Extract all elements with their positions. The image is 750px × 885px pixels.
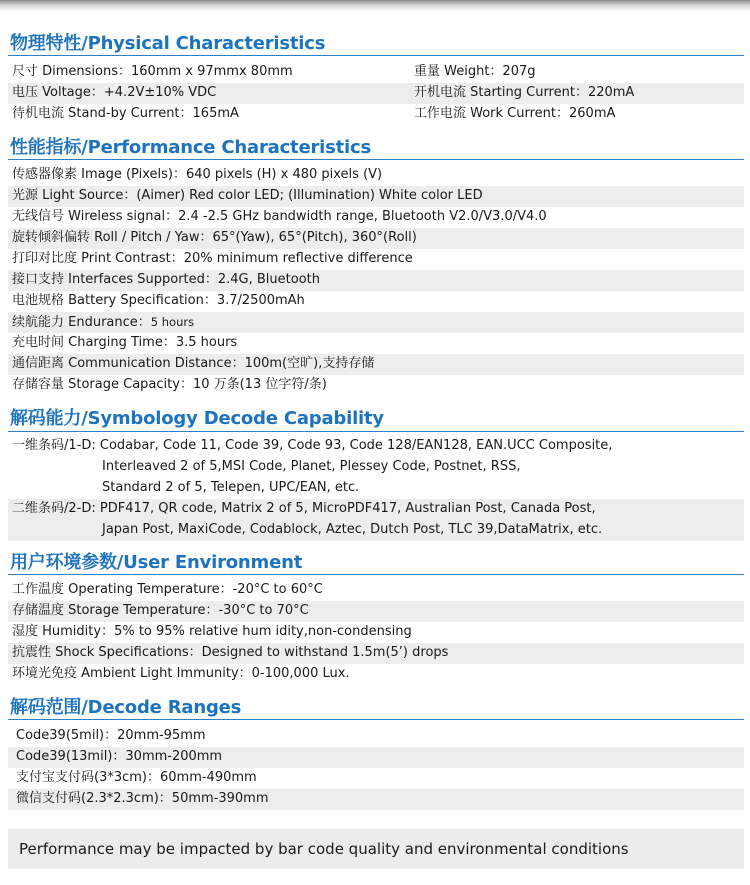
spec-starting-current: 开机电流 Starting Current：220mA bbox=[414, 85, 635, 100]
spec-row bbox=[8, 622, 744, 643]
spec-dimensions: 尺寸 Dimensions：160mm x 97mmx 80mm bbox=[12, 64, 293, 79]
section-title-ranges: 解码范围/Decode Ranges bbox=[10, 697, 242, 718]
spec-row bbox=[8, 375, 744, 396]
spec-row bbox=[8, 354, 744, 375]
section-title-environment: 用户环境参数/User Environment bbox=[10, 552, 303, 573]
spec-row bbox=[8, 664, 744, 685]
spec-endurance-label: 续航能力 Endurance： bbox=[12, 315, 151, 330]
spec-storage-capacity: 存储容量 Storage Capacity：10 万条(13 位字符/条) bbox=[12, 377, 327, 392]
performance-note: Performance may be impacted by bar code quality and environmental conditions bbox=[8, 829, 744, 869]
symbology-1d bbox=[8, 436, 744, 499]
spec-charging-time: 充电时间 Charging Time：3.5 hours bbox=[12, 335, 238, 350]
spec-image-pixels: 传感器像素 Image (Pixels)：640 pixels (H) x 480 pixels (V) bbox=[12, 167, 383, 182]
divider bbox=[8, 55, 744, 56]
symbology-1d-label: 一维条码/1-D: Codabar, Code 11, Code 39, Code 93, Code 128/EAN128, EAN.UCC Composite, bbox=[12, 438, 613, 453]
symbology-1d-line2: Interleaved 2 of 5,MSI Code, Planet, Plessey Code, Postnet, RSS, bbox=[102, 458, 521, 474]
spec-row bbox=[8, 643, 744, 664]
spec-row bbox=[8, 580, 744, 601]
spec-interfaces: 接口支持 Interfaces Supported：2.4G, Bluetooth bbox=[12, 272, 321, 287]
section-title-symbology: 解码能力/Symbology Decode Capability bbox=[10, 408, 384, 429]
spec-row bbox=[8, 249, 744, 270]
spec-humidity: 湿度 Humidity：5% to 95% relative hum idity,non-condensing bbox=[12, 624, 412, 639]
divider bbox=[8, 159, 744, 160]
spec-row bbox=[8, 165, 744, 186]
spec-row bbox=[8, 83, 744, 104]
spec-row bbox=[8, 270, 744, 291]
section-title-physical: 物理特性/Physical Characteristics bbox=[10, 33, 326, 54]
spec-row bbox=[8, 291, 744, 312]
spec-shock: 抗震性 Shock Specifications：Designed to withstand 1.5m(5’) drops bbox=[12, 645, 449, 660]
spec-row bbox=[8, 62, 744, 83]
range-row bbox=[8, 768, 744, 789]
symbology-2d bbox=[8, 499, 744, 541]
spec-print-contrast: 打印对比度 Print Contrast：20% minimum reflective difference bbox=[12, 251, 413, 266]
spec-wireless-signal: 无线信号 Wireless signal：2.4 -2.5 GHz bandwidth range, Bluetooth V2.0/V3.0/V4.0 bbox=[12, 209, 547, 224]
spec-voltage: 电压 Voltage：+4.2V±10% VDC bbox=[12, 85, 217, 100]
spec-weight: 重量 Weight：207g bbox=[414, 64, 536, 79]
spec-row bbox=[8, 104, 744, 125]
spec-storage-temperature: 存储温度 Storage Temperature：-30°C to 70°C bbox=[12, 603, 309, 618]
spec-light-source: 光源 Light Source：(Aimer) Red color LED; (Illumination) White color LED bbox=[12, 188, 483, 203]
range-row bbox=[8, 789, 744, 810]
range-code39-13mil: Code39(13mil)：30mm-200mm bbox=[16, 749, 223, 764]
spec-row bbox=[8, 333, 744, 354]
spec-row bbox=[8, 228, 744, 249]
range-code39-5mil: Code39(5mil)：20mm-95mm bbox=[16, 728, 206, 743]
spec-endurance-value: 5 hours bbox=[150, 315, 195, 329]
spec-roll-pitch-yaw: 旋转倾斜偏转 Roll / Pitch / Yaw：65°(Yaw), 65°(Pitch), 360°(Roll) bbox=[12, 230, 417, 245]
spec-standby-current: 待机电流 Stand-by Current：165mA bbox=[12, 106, 239, 121]
range-row bbox=[8, 747, 744, 768]
divider bbox=[8, 574, 744, 575]
top-shadow bbox=[0, 0, 750, 12]
spec-battery: 电池规格 Battery Specification：3.7/2500mAh bbox=[12, 293, 305, 308]
spec-endurance bbox=[12, 312, 194, 333]
spec-work-current: 工作电流 Work Current：260mA bbox=[414, 106, 616, 121]
range-alipay: 支付宝支付码(3*3cm)：60mm-490mm bbox=[16, 770, 257, 785]
spec-operating-temperature: 工作温度 Operating Temperature：-20°C to 60°C bbox=[12, 582, 323, 597]
range-row bbox=[8, 726, 744, 747]
symbology-2d-label: 二维条码/2-D: PDF417, QR code, Matrix 2 of 5, MicroPDF417, Australian Post, Canada Post, bbox=[12, 501, 596, 516]
spec-row bbox=[8, 601, 744, 622]
symbology-2d-line2: Japan Post, MaxiCode, Codablock, Aztec, Dutch Post, TLC 39,DataMatrix, etc. bbox=[102, 521, 603, 537]
spec-communication-distance: 通信距离 Communication Distance：100m(空旷),支持存储 bbox=[12, 356, 375, 371]
spec-ambient-light: 环境光免疫 Ambient Light Immunity：0-100,000 Lux. bbox=[12, 666, 350, 681]
section-title-performance: 性能指标/Performance Characteristics bbox=[10, 137, 371, 158]
divider bbox=[8, 431, 744, 432]
range-wechat: 微信支付码(2.3*2.3cm)：50mm-390mm bbox=[16, 791, 269, 806]
spec-row bbox=[8, 186, 744, 207]
symbology-1d-line3: Standard 2 of 5, Telepen, UPC/EAN, etc. bbox=[102, 479, 360, 495]
spec-row bbox=[8, 207, 744, 228]
spec-row bbox=[8, 312, 744, 333]
divider bbox=[8, 719, 744, 720]
